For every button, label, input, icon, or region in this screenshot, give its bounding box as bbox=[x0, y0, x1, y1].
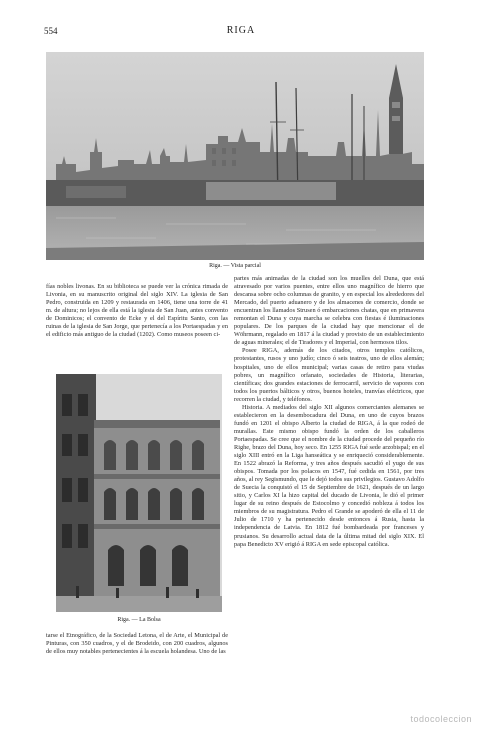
paragraph: tarse el Etnográfico, de la Sociedad Letona, el de Arte, el Municipal de Pinturas, con 350 cuadros, y el de Brodeido, con 200 cuadros, algunos de ellos muy notables pertenecientes á la escuela holandesa. Uno de las bbox=[46, 632, 228, 656]
page-number: 554 bbox=[44, 26, 58, 36]
paragraph: partes más animadas de la ciudad son los muelles del Duna, que está atravesado por varios puentes, entre ellos uno magnífico de hierro que descansa sobre ocho columnas de granito, y en especial los alrededores del Mercado, del puerto aduanero y de los almacenes de comercio, donde se encuentran los llamados Strusen ó embarcaciones chatas, que en primavera remontan el Duna y cuya marcha se celebra con fiestas é iluminaciones populares. De los parques de la ciudad hay que mencionar el de Wöhrmann, regalado en 1817 á la ciudad y provisto de un establecimiento de aguas minerales; el de Tiradores y el Imperial, con hermosos tilos. bbox=[234, 275, 424, 347]
paragraph: Posee RIGA, además de los citados, otros templos católicos, protestantes, rusos y uno judío; cinco ó seis teatros, uno de ellos alemán; hospitales, uno de ellos municipal; varias casas de retiro para viudas pobres, un magnífico orfanato, sociedades de Historia, literarias, científicas; dos grandes estaciones de ferrocarril, servicio de vapores con todos los puertos bálticos y otros, buenos hoteles, tranvías eléctricos, que recorren la ciudad, y teléfonos. bbox=[234, 347, 424, 403]
right-column-text bbox=[234, 275, 424, 715]
left-photo-caption: Riga. — La Bolsa bbox=[117, 617, 161, 623]
watermark: todocoleccion bbox=[410, 714, 472, 724]
left-column-lower-text bbox=[46, 632, 228, 680]
top-photo-caption: Riga. — Vista parcial bbox=[209, 263, 261, 269]
exchange-building-photo-icon bbox=[56, 374, 222, 612]
harbor-skyline-photo-icon bbox=[46, 52, 424, 260]
running-head bbox=[44, 26, 438, 38]
left-column-upper-text bbox=[46, 283, 228, 367]
paragraph: fías nobles livonas. En su biblioteca se puede ver la crónica rimada de Livonia, en su manuscrito original del siglo XIV. La iglesia de San Pedro, construida en 1209 y restaurada en 1406, tiene una torre de 41 m. de altura; no lejos de ella está la iglesia de San Juan, antes convento de Dominicos; el convento de Ecke y el del Espíritu Santo, con las ruinas de la iglesia de San Jorge, que pertenecía a los Portaespadas y en el edificio más antiguo de la ciudad (1202). Como museos poseen ci- bbox=[46, 283, 228, 339]
paragraph: Historia. A mediados del siglo XII algunos comerciantes alemanes se establecieron en la desembocadura del Duna, en uno de cuyos brazos fundó en 1201 el obispo Alberto la ciudad de RIGA, á la que rodeó de murallas. Este mismo obispo fundó la orden de los caballeros Portaespadas. Se cree que el nombre de la ciudad procede del pequeño río Righe, brazo del Duna, hoy seco. En 1255 RIGA fué sede arzobispal; en el siglo XIII entró en la Liga hanseática y se enriqueció considerablemente. En 1522 abrazó la Reforma, y tres años después sacudió el yugo de sus obispos. Tomada por los polacos en 1547, fué cedida en 1561, por tres años, al rey Segismundo, que le dejó todos sus privilegios. Gustavo Adolfo de Suecia la conquistó el 15 de Septiembre de 1621, después de un largo sitio, y Carlos XI la hizo capital del ducado de Livonia, le dió el primer lugar de su reino después de Estocolmo y concedió nobleza á todos los miembros de su magistratura. Pedro el Grande se apoderó de ella el 11 de Julio de 1710 y ha pertenecido desde entonces á Rusia, hasta la independencia de Latvia. En 1812 fué bombardeada por franceses y prusianos. Su desarrollo actual data de la última mitad del siglo XIX. El papa Benedicto XV erigió á RIGA en sede episcopal católica. bbox=[234, 403, 424, 548]
running-title: RIGA bbox=[226, 25, 256, 36]
